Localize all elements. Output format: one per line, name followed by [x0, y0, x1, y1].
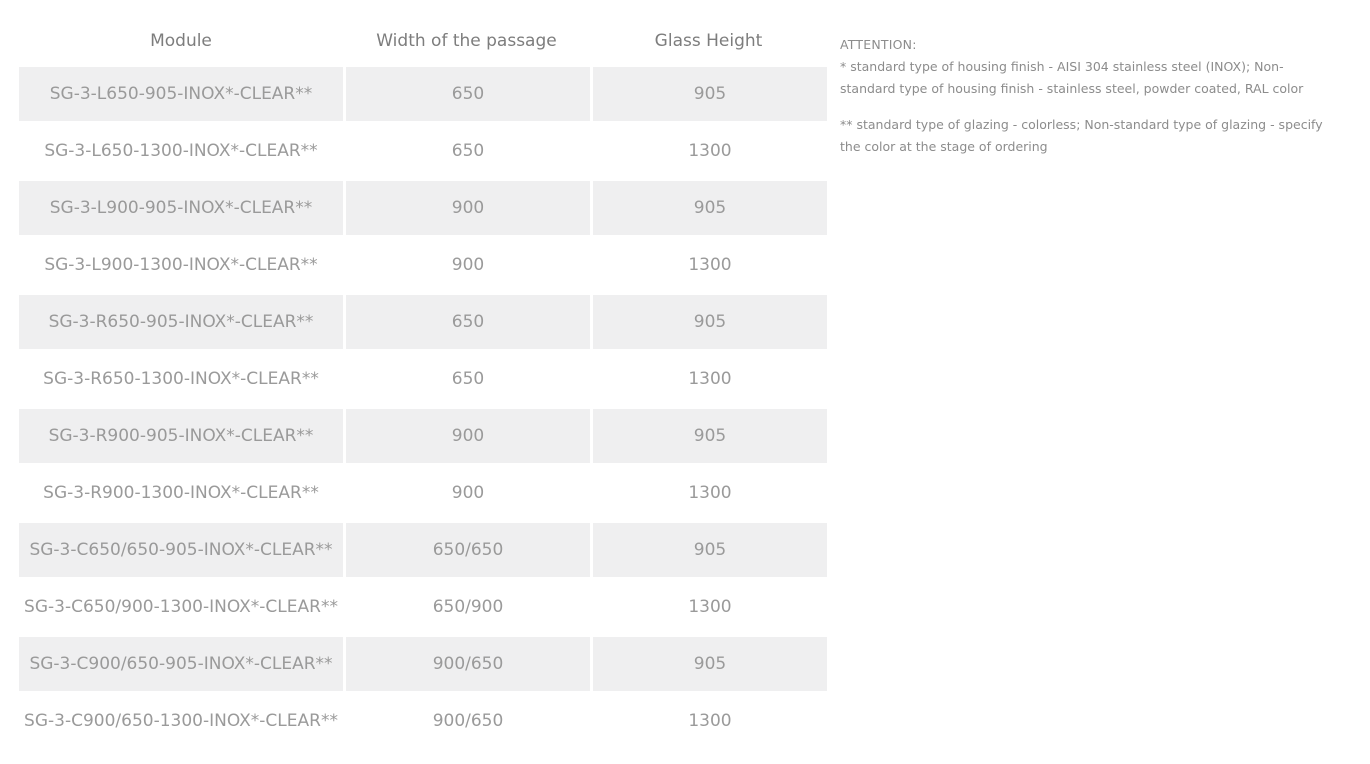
header-glass-height: Glass Height	[654, 30, 763, 51]
table-row	[19, 238, 827, 295]
table-row	[19, 637, 827, 694]
notes-title: ATTENTION:	[840, 37, 917, 52]
table-row	[19, 295, 827, 352]
cell-glass-height: 905	[590, 409, 827, 466]
cell-glass-height: 905	[590, 523, 827, 580]
table-row	[19, 409, 827, 466]
cell-module: SG-3-L900-1300-INOX*-CLEAR**	[19, 238, 343, 295]
table-row	[19, 67, 827, 124]
table-header-row	[19, 14, 827, 67]
table-row	[19, 694, 827, 751]
cell-module: SG-3-R650-1300-INOX*-CLEAR**	[19, 352, 343, 409]
table-row	[19, 124, 827, 181]
cell-width: 650	[343, 352, 590, 409]
table-row	[19, 523, 827, 580]
cell-glass-height: 1300	[590, 466, 827, 523]
cell-width: 900	[343, 181, 590, 238]
table-row	[19, 181, 827, 238]
cell-module: SG-3-C900/650-1300-INOX*-CLEAR**	[19, 694, 343, 751]
cell-glass-height: 1300	[590, 352, 827, 409]
cell-glass-height: 905	[590, 637, 827, 694]
cell-glass-height: 1300	[590, 238, 827, 295]
cell-width: 650	[343, 124, 590, 181]
table-row	[19, 352, 827, 409]
cell-module: SG-3-C650/650-905-INOX*-CLEAR**	[19, 523, 343, 580]
cell-module: SG-3-C900/650-905-INOX*-CLEAR**	[19, 637, 343, 694]
cell-glass-height: 905	[590, 181, 827, 238]
note-glazing: ** standard type of glazing - colorless; Non-standard type of glazing - specify the color at the stage of ordering	[840, 117, 1323, 154]
module-spec-table	[19, 14, 827, 751]
cell-width: 650	[343, 295, 590, 352]
cell-module: SG-3-L650-905-INOX*-CLEAR**	[19, 67, 343, 124]
cell-module: SG-3-C650/900-1300-INOX*-CLEAR**	[19, 580, 343, 637]
header-module: Module	[150, 30, 212, 51]
cell-width: 650/900	[343, 580, 590, 637]
cell-glass-height: 1300	[590, 124, 827, 181]
cell-width: 650/650	[343, 523, 590, 580]
cell-width: 900	[343, 238, 590, 295]
cell-width: 900	[343, 466, 590, 523]
header-width-of-passage: Width of the passage	[376, 30, 557, 51]
cell-width: 900	[343, 409, 590, 466]
cell-width: 900/650	[343, 637, 590, 694]
cell-module: SG-3-R900-905-INOX*-CLEAR**	[19, 409, 343, 466]
cell-module: SG-3-L900-905-INOX*-CLEAR**	[19, 181, 343, 238]
table-row	[19, 466, 827, 523]
cell-glass-height: 1300	[590, 694, 827, 751]
cell-glass-height: 905	[590, 67, 827, 124]
cell-glass-height: 1300	[590, 580, 827, 637]
cell-width: 650	[343, 67, 590, 124]
cell-module: SG-3-R900-1300-INOX*-CLEAR**	[19, 466, 343, 523]
cell-glass-height: 905	[590, 295, 827, 352]
cell-module: SG-3-L650-1300-INOX*-CLEAR**	[19, 124, 343, 181]
attention-notes	[840, 34, 1330, 158]
table-row	[19, 580, 827, 637]
note-housing-finish: * standard type of housing finish - AISI 304 stainless steel (INOX); Non-standard type of housing finish - stainless steel, powder coated, RAL color	[840, 59, 1304, 96]
cell-module: SG-3-R650-905-INOX*-CLEAR**	[19, 295, 343, 352]
cell-width: 900/650	[343, 694, 590, 751]
